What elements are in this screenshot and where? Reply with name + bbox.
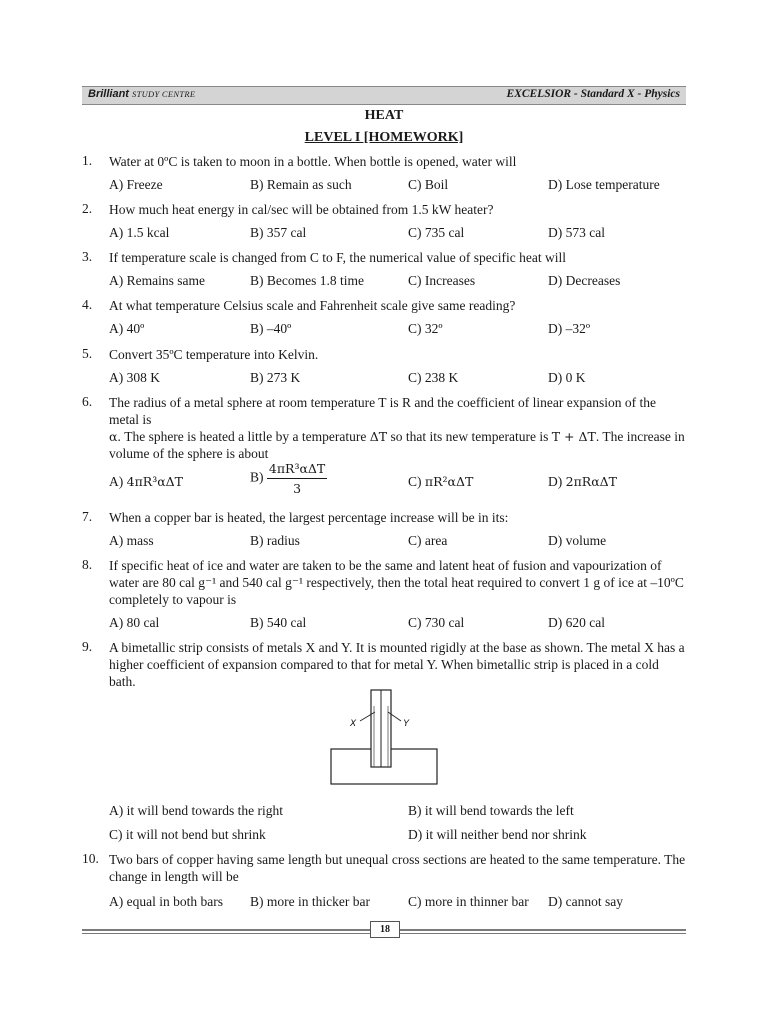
option-c: C) 735 cal bbox=[408, 225, 465, 240]
bimetallic-strip-figure bbox=[330, 688, 438, 786]
option-a: A) equal in both bars bbox=[109, 894, 223, 909]
option-d: D) –32º bbox=[548, 321, 591, 336]
option-b: B) –40º bbox=[250, 321, 292, 336]
section-title: LEVEL I [HOMEWORK] bbox=[304, 130, 464, 145]
option-b: B) 273 K bbox=[250, 370, 301, 385]
question-number: 10. bbox=[82, 851, 99, 866]
question-text: Convert 35ºC temperature into Kelvin. bbox=[109, 347, 319, 362]
option-c: C) Increases bbox=[408, 273, 476, 288]
option-d: D) 620 cal bbox=[548, 615, 605, 630]
question-number: 1. bbox=[82, 153, 93, 168]
option-d: D) 573 cal bbox=[548, 225, 605, 240]
label-x: X bbox=[350, 718, 357, 728]
option-b: B) Remain as such bbox=[250, 177, 352, 192]
option-a: A) 308 K bbox=[109, 370, 160, 385]
option-d: D) 0 K bbox=[548, 370, 586, 385]
option-c: C) more in thinner bar bbox=[408, 894, 529, 909]
option-a: A) 80 cal bbox=[109, 615, 160, 630]
question-number: 4. bbox=[82, 297, 93, 312]
option-a: A) Remains same bbox=[109, 273, 205, 288]
question-number: 6. bbox=[82, 394, 93, 409]
option-c: C) 730 cal bbox=[408, 615, 465, 630]
question-number: 7. bbox=[82, 509, 93, 524]
option-b: B) 540 cal bbox=[250, 615, 307, 630]
option-a: A) 1.5 kcal bbox=[109, 225, 170, 240]
question-text: If temperature scale is changed from C to F, the numerical value of specific heat will bbox=[109, 250, 566, 265]
question-number: 3. bbox=[82, 249, 93, 264]
option-b: B) it will bend towards the left bbox=[408, 803, 574, 818]
label-y: Y bbox=[403, 718, 410, 728]
option-a: A) Freeze bbox=[109, 177, 163, 192]
chapter-title: HEAT bbox=[364, 108, 404, 123]
brand-subtitle: STUDY CENTRE bbox=[132, 89, 196, 99]
option-a: A) mass bbox=[109, 533, 154, 548]
question-text: Water at 0ºC is taken to moon in a bottle. When bottle is opened, water will bbox=[109, 154, 517, 169]
option-d: D) cannot say bbox=[548, 894, 623, 909]
fraction: $\frac{\text{4πR³αΔT}}{3}$ bbox=[268, 461, 326, 496]
question-number: 5. bbox=[82, 346, 93, 361]
question-text: When a copper bar is heated, the largest percentage increase will be in its: bbox=[109, 510, 509, 525]
option-c: C) πR²αΔT bbox=[408, 474, 474, 489]
question-text: The radius of a metal sphere at room temperature T is R and the coefficient of linear expansion of the metal is α. The sphere is heated a little by a temperature ΔT so that its new temperature is T + ΔT. The increase in volume of the sphere is about bbox=[109, 395, 685, 461]
question-number: 2. bbox=[82, 201, 93, 216]
question-number: 8. bbox=[82, 557, 93, 572]
option-a: A) 40º bbox=[109, 321, 145, 336]
option-c: C) it will not bend but shrink bbox=[109, 827, 266, 842]
option-d: D) Decreases bbox=[548, 273, 621, 288]
question-number: 9. bbox=[82, 639, 93, 654]
option-d: D) volume bbox=[548, 533, 607, 548]
series-title: EXCELSIOR - Standard X - Physics bbox=[506, 88, 680, 100]
option-b: B) $\frac{\text{4πR³αΔT}}{3}$ bbox=[250, 461, 326, 496]
question-text: Two bars of copper having same length but unequal cross sections are heated to the same temperature. The change in length will be bbox=[109, 852, 686, 884]
option-d: D) Lose temperature bbox=[548, 177, 660, 192]
option-c: C) Boil bbox=[408, 177, 449, 192]
option-b: B) radius bbox=[250, 533, 300, 548]
question-text: If specific heat of ice and water are taken to be the same and latent heat of fusion and vapourization of water are 80 cal g⁻¹ and 540 cal g⁻¹ respectively, then the total heat required to convert 1 g of ice at –10ºC completely to vapour is bbox=[109, 558, 684, 607]
option-b: B) Becomes 1.8 time bbox=[250, 273, 364, 288]
option-c: C) area bbox=[408, 533, 448, 548]
question-text: How much heat energy in cal/sec will be obtained from 1.5 kW heater? bbox=[109, 202, 494, 217]
option-d: D) it will neither bend nor shrink bbox=[408, 827, 587, 842]
option-b: B) more in thicker bar bbox=[250, 894, 370, 909]
option-a: A) it will bend towards the right bbox=[109, 803, 283, 818]
running-header bbox=[82, 86, 686, 105]
delta-t-symbol: ΔT bbox=[369, 429, 388, 444]
option-d: D) 2πRαΔT bbox=[548, 474, 618, 489]
option-c: C) 238 K bbox=[408, 370, 459, 385]
option-b: B) 357 cal bbox=[250, 225, 307, 240]
question-text: At what temperature Celsius scale and Fahrenheit scale give same reading? bbox=[109, 298, 516, 313]
t-plus-delta-t: T + ΔT bbox=[551, 429, 596, 444]
alpha-symbol: α bbox=[109, 429, 118, 444]
question-text: A bimetallic strip consists of metals X and Y. It is mounted rigidly at the base as shown. The metal X has a higher coefficient of expansion compared to that for metal Y. When bimetallic strip is placed in a cold bath. bbox=[109, 640, 685, 689]
option-c: C) 32º bbox=[408, 321, 443, 336]
page-number: 18 bbox=[370, 921, 400, 938]
option-a: A) 4πR³αΔT bbox=[109, 474, 184, 489]
brand-name: Brilliant STUDY CENTRE bbox=[88, 88, 196, 100]
